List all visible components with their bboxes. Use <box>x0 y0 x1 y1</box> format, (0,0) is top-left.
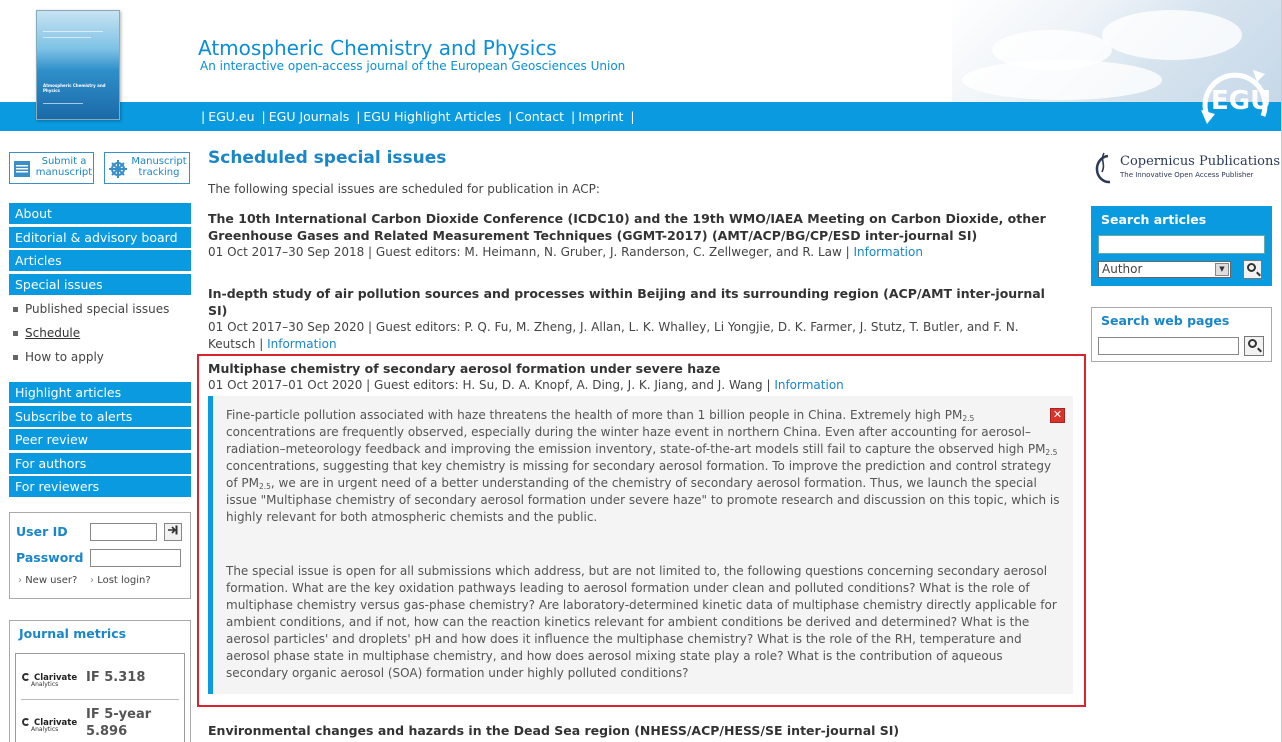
journal-metrics-box <box>9 620 191 742</box>
submit-manuscript-button[interactable] <box>9 152 94 184</box>
search-articles-box <box>1091 206 1272 286</box>
search-articles-input[interactable] <box>1098 235 1265 254</box>
copernicus-logo[interactable] <box>1090 150 1281 190</box>
menu-item-for-reviewers[interactable]: For reviewers <box>9 476 191 497</box>
clarivate-mark-icon <box>22 673 30 681</box>
user-id-label: User ID <box>16 524 68 539</box>
submit-manuscript-label: Submit a manuscript <box>35 156 93 178</box>
search-field-select[interactable]: Author ▼ <box>1098 261 1231 278</box>
login-box <box>9 512 191 599</box>
top-nav: | EGU.eu | EGU Journals | EGU Highlight Articles | Contact | Imprint | <box>201 109 635 124</box>
ship-wheel-icon <box>108 159 128 179</box>
password-input[interactable] <box>90 549 181 567</box>
description-paragraph-1: Fine-particle pollution associated with haze threatens the health of more than 1 billion people in China. Extremely high $PM_{2.5}$ concentrations are frequently observed, especially during the winter haze event in northern China. Even after accounting for aerosol–radiation–meteorology feedback and improving the emission inventory, state-of-the-art models still fail to capture the observed high $PM_{2.5}$ concentrations, suggesting that key chemistry is missing for secondary aerosol formation. To improve the prediction and control strategy of $PM_{2.5}$, we are in urgent need of a better understanding of the chemistry of secondary aerosol formation. Thus, we launch the special issue "Multiphase chemistry of secondary aerosol formation under severe haze" to promote research and discussion on this topic, which is highly relevant for both atmospheric chemists and the public. <box>226 408 1060 524</box>
page-title: Scheduled special issues <box>208 148 447 168</box>
special-issue-item <box>208 210 1063 261</box>
bullet-icon <box>13 355 18 360</box>
bullet-icon <box>13 307 18 312</box>
document-icon <box>13 159 33 179</box>
clarivate-mark-icon <box>22 718 30 726</box>
submenu-item-how-to-apply[interactable]: How to apply <box>9 345 191 369</box>
special-issue-item <box>208 722 1063 739</box>
search-web-input[interactable] <box>1098 337 1239 355</box>
copernicus-name: Copernicus Publications <box>1120 154 1281 169</box>
search-icon <box>1248 339 1257 348</box>
search-articles-title: Search articles <box>1101 212 1207 227</box>
nav-link-imprint[interactable]: Imprint <box>578 109 624 124</box>
clarivate-logo[interactable]: Clarivate Analytics <box>22 668 82 688</box>
copernicus-tagline: The Innovative Open Access Publisher <box>1120 171 1254 179</box>
lost-login-link[interactable]: › Lost login? <box>90 575 151 586</box>
special-issue-meta: 01 Oct 2017–01 Oct 2020 | Guest editors: H. Su, D. A. Knopf, A. Ding, J. K. Jiang, and J. Wang | Information <box>208 378 844 392</box>
information-link[interactable]: Information <box>774 378 844 392</box>
menu-item-about[interactable]: About <box>9 203 191 224</box>
information-link[interactable]: Information <box>267 337 337 351</box>
search-articles-button[interactable] <box>1243 260 1262 279</box>
manuscript-tracking-button[interactable] <box>104 152 190 184</box>
clarivate-logo-2[interactable]: Clarivate Analytics <box>22 713 82 733</box>
menu-item-subscribe-alerts[interactable]: Subscribe to alerts <box>9 406 191 427</box>
special-issue-title[interactable]: Environmental changes and hazards in the Dead Sea region (NHESS/ACP/HESS/SE inter-journal SI) <box>208 723 900 738</box>
left-menu <box>9 203 191 500</box>
menu-item-articles[interactable]: Articles <box>9 250 191 271</box>
impact-factor-5-year[interactable]: IF 5-year 5.896 <box>86 707 152 739</box>
copernicus-mark-icon <box>1090 152 1116 186</box>
bullet-icon <box>13 331 18 336</box>
special-issue-title[interactable]: The 10th International Carbon Dioxide Conference (ICDC10) and the 19th WMO/IAEA Meeting on Carbon Dioxide, other Greenhouse Gases and Related Measurement Techniques (GGMT-2017) (AMT/ACP/BG/CP/ESD inter-journal SI) <box>208 211 1046 243</box>
password-label: Password <box>16 550 84 565</box>
description-paragraph-2: The special issue is open for all submissions which address, but are not limited to, the following questions concerning secondary aerosol formation. What are the key oxidation pathways leading to aerosol formation under clean and polluted conditions? What is the role of multiphase chemistry versus gas-phase chemistry? Are laboratory-determined kinetic data of multiphase chemistry directly applicable for ambient conditions, and if not, how can the reaction kinetics relevant for ambient conditions be derived and determined? What is the aerosol particles' and droplets' pH and how does it influence the multiphase chemistry? What is the role of the RH, temperature and aerosol phase state in multiphase chemistry, and how does aerosol mixing state play a role? What is the contribution of aqueous secondary organic aerosol (SOA) formation under highly polluted conditions? <box>226 564 1057 680</box>
search-web-box <box>1091 307 1272 362</box>
journal-cover-image[interactable]: Atmospheric Chemistry and Physics <box>36 10 120 120</box>
nav-link-egu-journals[interactable]: EGU Journals <box>268 109 350 124</box>
search-web-button[interactable] <box>1244 336 1264 356</box>
manuscript-tracking-label: Manuscript tracking <box>131 156 187 178</box>
issue-description-panel <box>208 396 1073 694</box>
information-link[interactable]: Information <box>853 245 923 259</box>
journal-metrics-title: Journal metrics <box>19 626 127 641</box>
header <box>0 0 1282 131</box>
impact-factor[interactable]: IF 5.318 <box>86 670 146 685</box>
submenu-item-published-special-issues[interactable]: Published special issues <box>9 297 191 321</box>
header-nav-bar <box>0 102 1282 131</box>
egu-logo-icon[interactable] <box>1197 66 1279 128</box>
special-issue-title[interactable]: In-depth study of air pollution sources and processes within Beijing and its surrounding region (ACP/AMT inter-journal SI) <box>208 286 1045 318</box>
submenu-item-schedule[interactable]: Schedule <box>9 321 191 345</box>
menu-item-special-issues[interactable]: Special issues <box>9 274 191 295</box>
metrics-panel <box>15 653 185 742</box>
login-submit-button[interactable] <box>164 523 182 541</box>
search-icon <box>1247 263 1256 272</box>
close-icon[interactable]: ✕ <box>1050 408 1065 423</box>
special-issue-item <box>208 360 1063 394</box>
search-web-title: Search web pages <box>1101 313 1230 328</box>
intro-text: The following special issues are scheduled for publication in ACP: <box>208 182 600 196</box>
login-arrow-icon <box>167 524 179 536</box>
menu-item-editorial-board[interactable]: Editorial & advisory board <box>9 227 191 248</box>
menu-item-highlight-articles[interactable]: Highlight articles <box>9 382 191 403</box>
nav-link-contact[interactable]: Contact <box>515 109 564 124</box>
egu-logo-text: EGU <box>1211 86 1272 116</box>
special-issue-meta: 01 Oct 2017–30 Sep 2020 | Guest editors: P. Q. Fu, M. Zheng, J. Allan, L. K. Whalley, Li Yongjie, D. K. Farmer, J. Stutz, T. Butler, and F. N. Keutsch | Information <box>208 320 1019 351</box>
nav-link-highlight-articles[interactable]: EGU Highlight Articles <box>363 109 502 124</box>
special-issue-meta: 01 Oct 2017–30 Sep 2018 | Guest editors: M. Heimann, N. Gruber, J. Randerson, C. Zellweger, and R. Law | Information <box>208 245 923 259</box>
new-user-link[interactable]: › New user? <box>18 575 78 586</box>
special-issue-item <box>208 285 1063 353</box>
chevron-down-icon: ▼ <box>1215 263 1229 276</box>
menu-item-peer-review[interactable]: Peer review <box>9 429 191 450</box>
menu-item-for-authors[interactable]: For authors <box>9 453 191 474</box>
site-subtitle: An interactive open-access journal of the European Geosciences Union <box>200 59 626 73</box>
user-id-input[interactable] <box>90 523 157 541</box>
site-title[interactable]: Atmospheric Chemistry and Physics <box>198 36 557 60</box>
special-issue-title[interactable]: Multiphase chemistry of secondary aerosol formation under severe haze <box>208 361 721 376</box>
nav-link-egu[interactable]: EGU.eu <box>208 109 255 124</box>
